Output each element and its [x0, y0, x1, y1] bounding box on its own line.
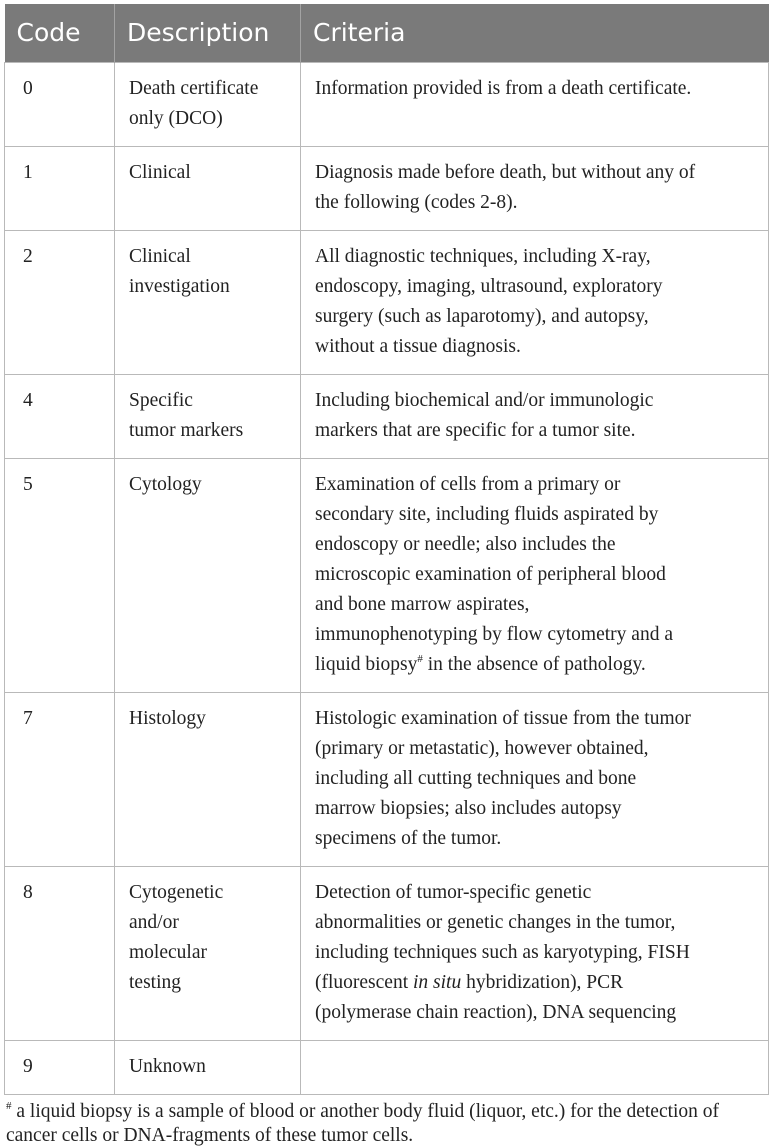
- criteria-line: [315, 968, 756, 998]
- table-row: [5, 692, 769, 866]
- table-row: [5, 146, 769, 230]
- criteria-line: All diagnostic techniques, including X-ray,: [315, 245, 651, 267]
- criteria-line: Detection of tumor-specific genetic: [315, 881, 592, 903]
- criteria-text: hybridization), PCR: [461, 971, 624, 993]
- header-description: Description: [115, 4, 301, 62]
- footnote-line: cancer cells or DNA-fragments of these tumor cells.: [6, 1124, 414, 1146]
- code-cell: 9: [5, 1040, 115, 1094]
- criteria-line: microscopic examination of peripheral blood: [315, 563, 666, 585]
- code-cell: 7: [5, 692, 115, 866]
- criteria-line: and bone marrow aspirates,: [315, 593, 530, 615]
- code-cell: 8: [5, 866, 115, 1040]
- description-line: Clinical: [129, 245, 191, 267]
- table-row: [5, 866, 769, 1040]
- description-line: Clinical: [129, 161, 191, 183]
- description-cell: [115, 692, 301, 866]
- description-line: and/or: [129, 911, 179, 933]
- code-cell: 4: [5, 374, 115, 458]
- criteria-line: marrow biopsies; also includes autopsy: [315, 797, 622, 819]
- description-line: testing: [129, 971, 181, 993]
- table-footnote: [4, 1100, 768, 1148]
- document: [4, 4, 768, 1148]
- description-line: only (DCO): [129, 107, 223, 129]
- description-line: investigation: [129, 275, 230, 297]
- criteria-line: including all cutting techniques and bone: [315, 767, 637, 789]
- criteria-text: (fluorescent: [315, 971, 413, 993]
- criteria-line: immunophenotyping by flow cytometry and a: [315, 623, 673, 645]
- footnote-marker: #: [6, 1099, 12, 1112]
- description-line: Cytology: [129, 473, 202, 495]
- code-cell: 1: [5, 146, 115, 230]
- header-criteria: Criteria: [301, 4, 769, 62]
- criteria-line: specimens of the tumor.: [315, 827, 502, 849]
- description-line: Unknown: [129, 1055, 206, 1077]
- criteria-line: Histologic examination of tissue from the tumor: [315, 707, 691, 729]
- criteria-line: the following (codes 2-8).: [315, 191, 518, 213]
- criteria-cell: [301, 62, 769, 146]
- description-cell: [115, 62, 301, 146]
- description-line: Cytogenetic: [129, 881, 224, 903]
- criteria-line: Diagnosis made before death, but without any of: [315, 161, 696, 183]
- criteria-line: [315, 650, 756, 680]
- criteria-line: endoscopy or needle; also includes the: [315, 533, 616, 555]
- criteria-line: abnormalities or genetic changes in the tumor,: [315, 911, 676, 933]
- criteria-cell: [301, 1040, 769, 1094]
- code-cell: 5: [5, 458, 115, 692]
- header-code: Code: [5, 4, 115, 62]
- code-cell: 0: [5, 62, 115, 146]
- criteria-line: endoscopy, imaging, ultrasound, exploratory: [315, 275, 663, 297]
- description-cell: [115, 866, 301, 1040]
- criteria-line: (primary or metastatic), however obtained,: [315, 737, 649, 759]
- criteria-line: Examination of cells from a primary or: [315, 473, 621, 495]
- description-line: tumor markers: [129, 419, 244, 441]
- description-line: Specific: [129, 389, 193, 411]
- footnote-line: [6, 1100, 768, 1124]
- criteria-cell: [301, 692, 769, 866]
- criteria-line: (polymerase chain reaction), DNA sequencing: [315, 1001, 677, 1023]
- criteria-cell: [301, 230, 769, 374]
- table-row: [5, 230, 769, 374]
- criteria-cell: [301, 146, 769, 230]
- description-cell: [115, 1040, 301, 1094]
- criteria-line: markers that are specific for a tumor site.: [315, 419, 636, 441]
- footnote-marker: #: [417, 652, 423, 665]
- table-row: [5, 374, 769, 458]
- header-row: [5, 4, 769, 62]
- description-cell: [115, 230, 301, 374]
- criteria-line: secondary site, including fluids aspirated by: [315, 503, 659, 525]
- description-cell: [115, 374, 301, 458]
- diagnosis-basis-table: [4, 4, 769, 1095]
- description-line: molecular: [129, 941, 207, 963]
- criteria-line: Including biochemical and/or immunologic: [315, 389, 654, 411]
- criteria-line: including techniques such as karyotyping, FISH: [315, 941, 690, 963]
- table-row: [5, 458, 769, 692]
- criteria-cell: [301, 866, 769, 1040]
- criteria-italic-text: in situ: [413, 971, 462, 993]
- criteria-text: liquid biopsy: [315, 653, 418, 675]
- criteria-cell: [301, 458, 769, 692]
- table-row: [5, 1040, 769, 1094]
- description-line: Histology: [129, 707, 206, 729]
- criteria-cell: [301, 374, 769, 458]
- description-line: Death certificate: [129, 77, 259, 99]
- criteria-line: without a tissue diagnosis.: [315, 335, 521, 357]
- criteria-text: in the absence of pathology.: [422, 653, 646, 675]
- table-row: [5, 62, 769, 146]
- criteria-line: surgery (such as laparotomy), and autopsy,: [315, 305, 649, 327]
- description-cell: [115, 146, 301, 230]
- description-cell: [115, 458, 301, 692]
- code-cell: 2: [5, 230, 115, 374]
- criteria-line: Information provided is from a death certificate.: [315, 77, 692, 99]
- footnote-text: a liquid biopsy is a sample of blood or another body fluid (liquor, etc.) for the detection of: [11, 1100, 720, 1122]
